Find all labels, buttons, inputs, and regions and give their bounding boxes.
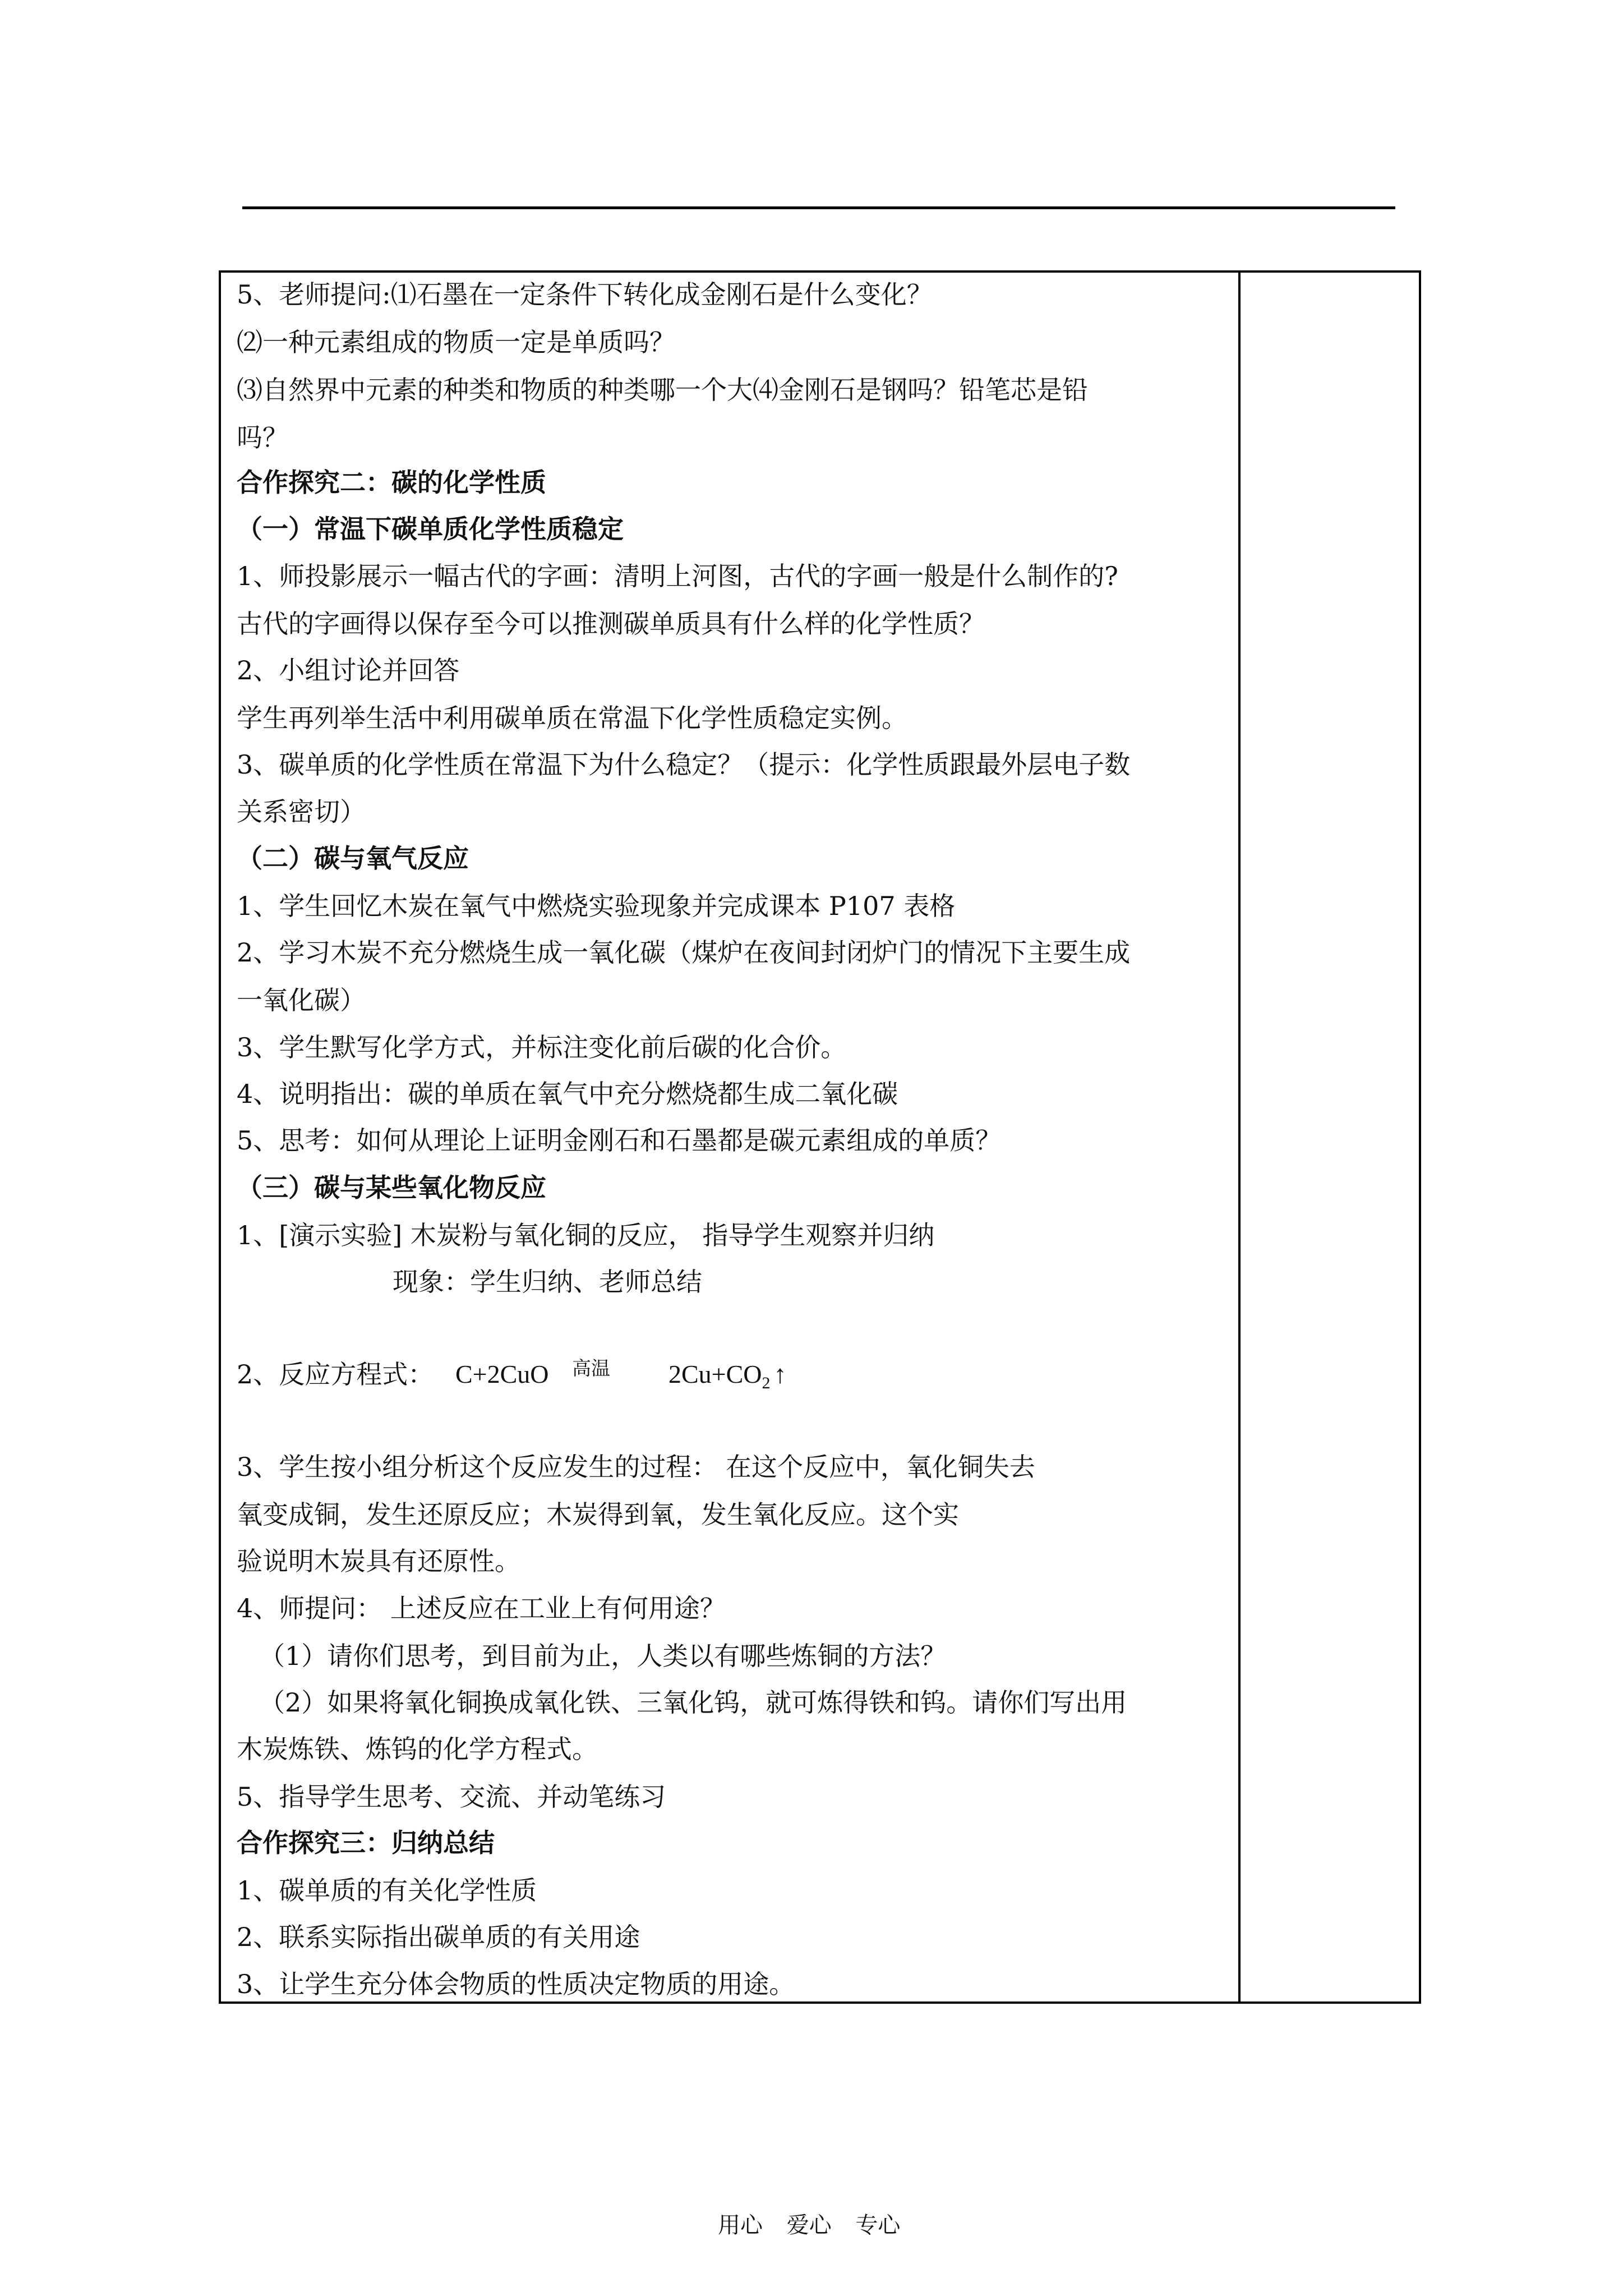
text-line: 验说明木炭具有还原性。 <box>237 1546 520 1576</box>
text-line: （2）如果将氧化铜换成氧化铁、三氧化钨，就可炼得铁和钨。请你们写出用 <box>259 1687 1127 1718</box>
page-footer: 用心 爱心 专心 <box>718 2212 901 2238</box>
text-line: 3、碳单质的化学性质在常温下为什么稳定？（提示：化学性质跟最外层电子数 <box>237 749 1131 780</box>
text-line: 3、学生默写化学方式，并标注变化前后碳的化合价。 <box>237 1032 847 1062</box>
text-line: 吗？ <box>237 422 288 453</box>
text-line: 1、碳单质的有关化学性质 <box>237 1875 537 1906</box>
text-line: 5、思考：如何从理论上证明金刚石和石墨都是碳元素组成的单质？ <box>237 1125 1002 1156</box>
text-line: （1）请你们思考，到目前为止，人类以有哪些炼铜的方法？ <box>259 1641 947 1671</box>
text-line: 3、让学生充分体会物质的性质决定物质的用途。 <box>237 1969 795 1999</box>
text-line: 氧变成铜，发生还原反应；木炭得到氧，发生氧化反应。这个实 <box>237 1499 959 1530</box>
gas-arrow-icon: ↑ <box>773 1360 787 1388</box>
subsection-heading: （二）碳与氧气反应 <box>237 843 469 873</box>
text-line: 4、说明指出：碳的单质在氧气中充分燃烧都生成二氧化碳 <box>237 1079 898 1109</box>
product-subscript: 2 <box>762 1374 771 1393</box>
text-line: 2、联系实际指出碳单质的有关用途 <box>237 1922 640 1952</box>
section-heading: 合作探究三：归纳总结 <box>237 1828 495 1858</box>
text-line: 1、[演示实验] 木炭粉与氧化铜的反应， 指导学生观察并归纳 <box>237 1220 935 1250</box>
text-line: ⑶自然界中元素的种类和物质的种类哪一个大⑷金刚石是钢吗？铅笔芯是铅 <box>237 375 1088 405</box>
subsection-heading: （一）常温下碳单质化学性质稳定 <box>237 514 624 544</box>
section-heading: 合作探究二：碳的化学性质 <box>237 467 546 498</box>
text-line: 古代的字画得以保存至今可以推测碳单质具有什么样的化学性质？ <box>237 609 985 639</box>
text-line: 1、学生回忆木炭在氧气中燃烧实验现象并完成课本 P107 表格 <box>237 891 956 921</box>
text-line: 4、师提问： 上述反应在工业上有何用途？ <box>237 1593 726 1623</box>
text-line: 2、学习木炭不充分燃烧生成一氧化碳（煤炉在夜间封闭炉门的情况下主要生成 <box>237 937 1131 968</box>
text-line: 学生再列举生活中利用碳单质在常温下化学性质稳定实例。 <box>237 703 907 733</box>
equation-products <box>668 1358 787 1400</box>
text-line: 3、学生按小组分析这个反应发生的过程： 在这个反应中，氧化铜失去 <box>237 1452 1035 1482</box>
header-rule <box>242 206 1395 209</box>
text-line: 1、师投影展示一幅古代的字画：清明上河图，古代的字画一般是什么制作的? <box>237 561 1118 591</box>
text-line: 5、指导学生思考、交流、并动笔练习 <box>237 1782 666 1812</box>
text-line: 5、老师提问:⑴石墨在一定条件下转化成金刚石是什么变化？ <box>237 279 933 310</box>
subsection-heading: （三）碳与某些氧化物反应 <box>237 1172 546 1203</box>
equation-reactants: C+2CuO <box>455 1360 549 1388</box>
text-line: 一氧化碳） <box>237 985 366 1015</box>
equation-prefix: 2、反应方程式： <box>237 1359 434 1389</box>
text-line: 关系密切） <box>237 797 366 827</box>
text-line: 现象：学生归纳、老师总结 <box>393 1267 702 1297</box>
text-line: 2、小组讨论并回答 <box>237 655 460 685</box>
text-line: 木炭炼铁、炼钨的化学方程式。 <box>237 1734 598 1764</box>
table-column-divider <box>1238 270 1241 2004</box>
condition-label: 高温 <box>572 1358 610 1380</box>
text-line: ⑵一种元素组成的物质一定是单质吗？ <box>237 327 675 357</box>
product-formula: 2Cu+CO <box>668 1360 762 1388</box>
